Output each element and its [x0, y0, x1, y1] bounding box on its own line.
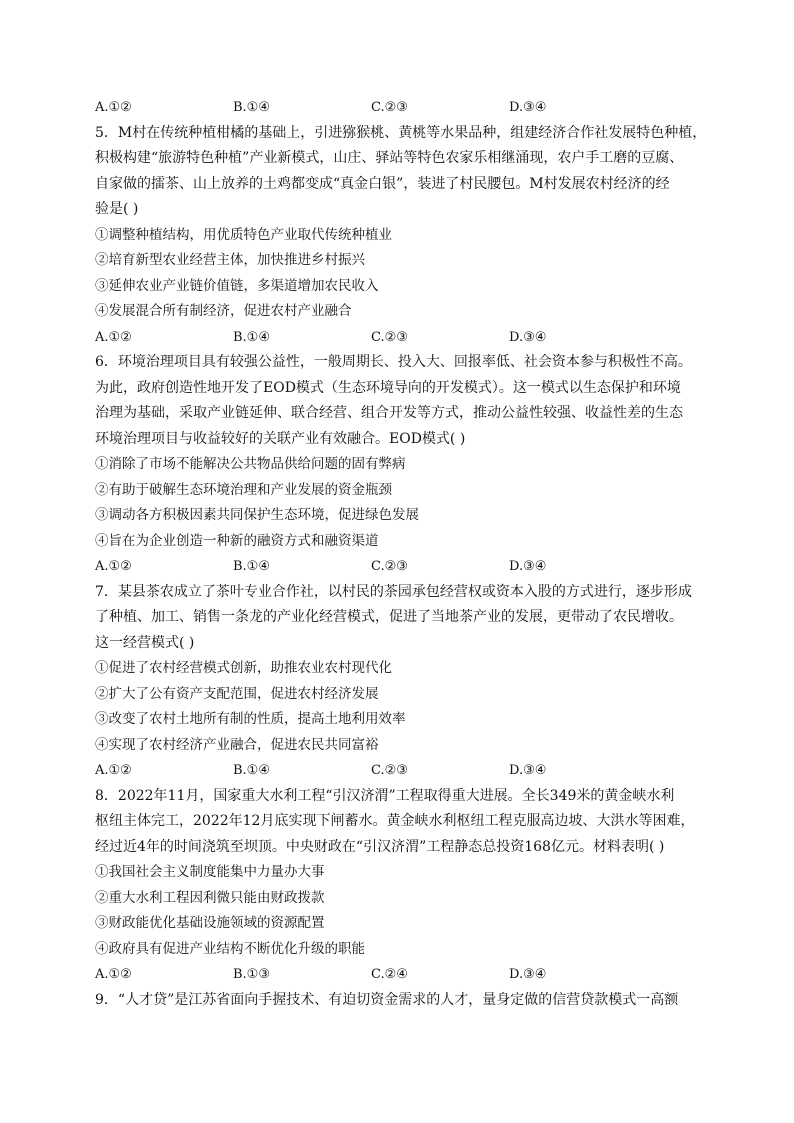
option-c: C.②③ [371, 763, 408, 778]
option-d: D.③④ [509, 763, 547, 778]
option-b: B.①④ [233, 100, 270, 115]
choice-item: ①消除了市场不能解决公共物品供给问题的固有弊病 [95, 456, 406, 472]
question-stem-line: 经过近4年的时间浇筑至坝顶。中央财政在“引汉济渭”工程静态总投资168亿元。材料表明( ) [95, 838, 665, 855]
question-6 [95, 350, 707, 580]
question-stem-line: 了种植、加工、销售一条龙的产业化经营模式，促进了当地茶产业的发展，更带动了农民增收。 [95, 609, 683, 625]
question-9-stem-line: 9．“人才贷”是江苏省面向手握技术、有迫切资金需求的人才，量身定做的信营贷款模式一高额 [95, 991, 679, 1008]
choice-item: ②有助于破解生态环境治理和产业发展的资金瓶颈 [95, 481, 392, 498]
choice-item: ③改变了农村土地所有制的性质，提高土地利用效率 [95, 711, 406, 727]
choice-item: ④发展混合所有制经济，促进农村产业融合 [95, 303, 352, 319]
option-d: D.③④ [509, 329, 547, 345]
question-stem-line: 7．某县茶农成立了茶叶专业合作社，以村民的茶园承包经营权或资本入股的方式进行，逐步形成 [95, 583, 692, 600]
question-stem-line: 为此，政府创造性地开发了EOD模式（生态环境导向的开发模式）。这一模式以生态保护和环境 [95, 379, 681, 396]
question-stem-line: 5．M村在传统种植柑橘的基础上，引进猕猴桃、黄桃等水果品种，组建经济合作社发展特色种植， [95, 124, 707, 141]
option-c: C.②③ [371, 100, 408, 115]
choice-item: ④实现了农村经济产业融合，促进农民共同富裕 [95, 736, 379, 753]
question-stem-line: 治理为基础，采取产业链延伸、联合经营、组合开发等方式，推动公益性较强、收益性差的生态 [95, 405, 683, 421]
exam-page [95, 95, 707, 1013]
option-a: A.①② [95, 967, 132, 982]
choice-item: ④政府具有促进产业结构不断优化升级的职能 [95, 940, 365, 957]
option-c: C.②④ [371, 967, 408, 982]
question-stem-line: 环境治理项目与收益较好的关联产业有效融合。EOD模式( ) [95, 430, 466, 447]
choice-item: ④旨在为企业创造一种新的融资方式和融资渠道 [95, 532, 379, 549]
option-c: C.②③ [371, 559, 408, 574]
question-5 [95, 121, 707, 351]
question-stem-line: 枢纽主体完工，2022年12月底实现下闸蓄水。黄金峡水利枢纽工程克服高边坡、大洪水等困难， [95, 813, 695, 829]
option-a: A.①② [95, 329, 132, 345]
question-stem-line: 这一经营模式( ) [95, 634, 195, 651]
option-b: B.①④ [233, 559, 270, 574]
choice-item: ③调动各方积极因素共同保护生态环境，促进绿色发展 [95, 507, 419, 523]
options-row [95, 554, 707, 580]
choice-item: ③延伸农业产业链价值链，多渠道增加农民收入 [95, 277, 379, 294]
question-stem-line: 8．2022年11月，国家重大水利工程“引汉济渭”工程取得重大进展。全长349米的黄金峡水利 [95, 787, 675, 804]
choice-item: ①我国社会主义制度能集中力量办大事 [95, 864, 325, 880]
option-b: B.①③ [233, 967, 270, 982]
options-row-q4 [95, 95, 707, 121]
question-7 [95, 580, 707, 784]
question-stem-line: 验是( ) [95, 201, 139, 217]
option-b: B.①④ [233, 329, 270, 345]
option-a: A.①② [95, 763, 132, 778]
options-row [95, 962, 707, 988]
option-d: D.③④ [509, 967, 547, 982]
choice-item: ①促进了农村经营模式创新，助推农业农村现代化 [95, 660, 392, 676]
question-stem-line: 积极构建“旅游特色种植”产业新模式，山庄、驿站等特色农家乐相继涌现，农户手工磨的豆腐、 [95, 150, 684, 166]
option-a: A.①② [95, 559, 132, 574]
question-stem-line: 自家做的擂茶、山上放养的土鸡都变成“真金白银”，装进了村民腰包。M村发展农村经济的经 [95, 175, 670, 192]
choice-item: ②扩大了公有资产支配范围，促进农村经济发展 [95, 685, 379, 702]
option-d: D.③④ [509, 100, 547, 115]
question-8 [95, 784, 707, 988]
option-b: B.①④ [233, 763, 270, 778]
option-d: D.③④ [509, 559, 547, 574]
choice-item: ①调整种植结构，用优质特色产业取代传统种植业 [95, 226, 392, 243]
question-stem-line: 6．环境治理项目具有较强公益性，一般周期长、投入大、回报率低、社会资本参与积极性不高。 [95, 354, 692, 370]
option-a: A.①② [95, 100, 132, 115]
choice-item: ②重大水利工程因利微只能由财政拨款 [95, 889, 325, 906]
choice-item: ②培育新型农业经营主体，加快推进乡村振兴 [95, 252, 365, 268]
options-row [95, 758, 707, 784]
option-c: C.②③ [371, 329, 408, 345]
options-row [95, 325, 707, 351]
choice-item: ③财政能优化基础设施领域的资源配置 [95, 915, 325, 931]
